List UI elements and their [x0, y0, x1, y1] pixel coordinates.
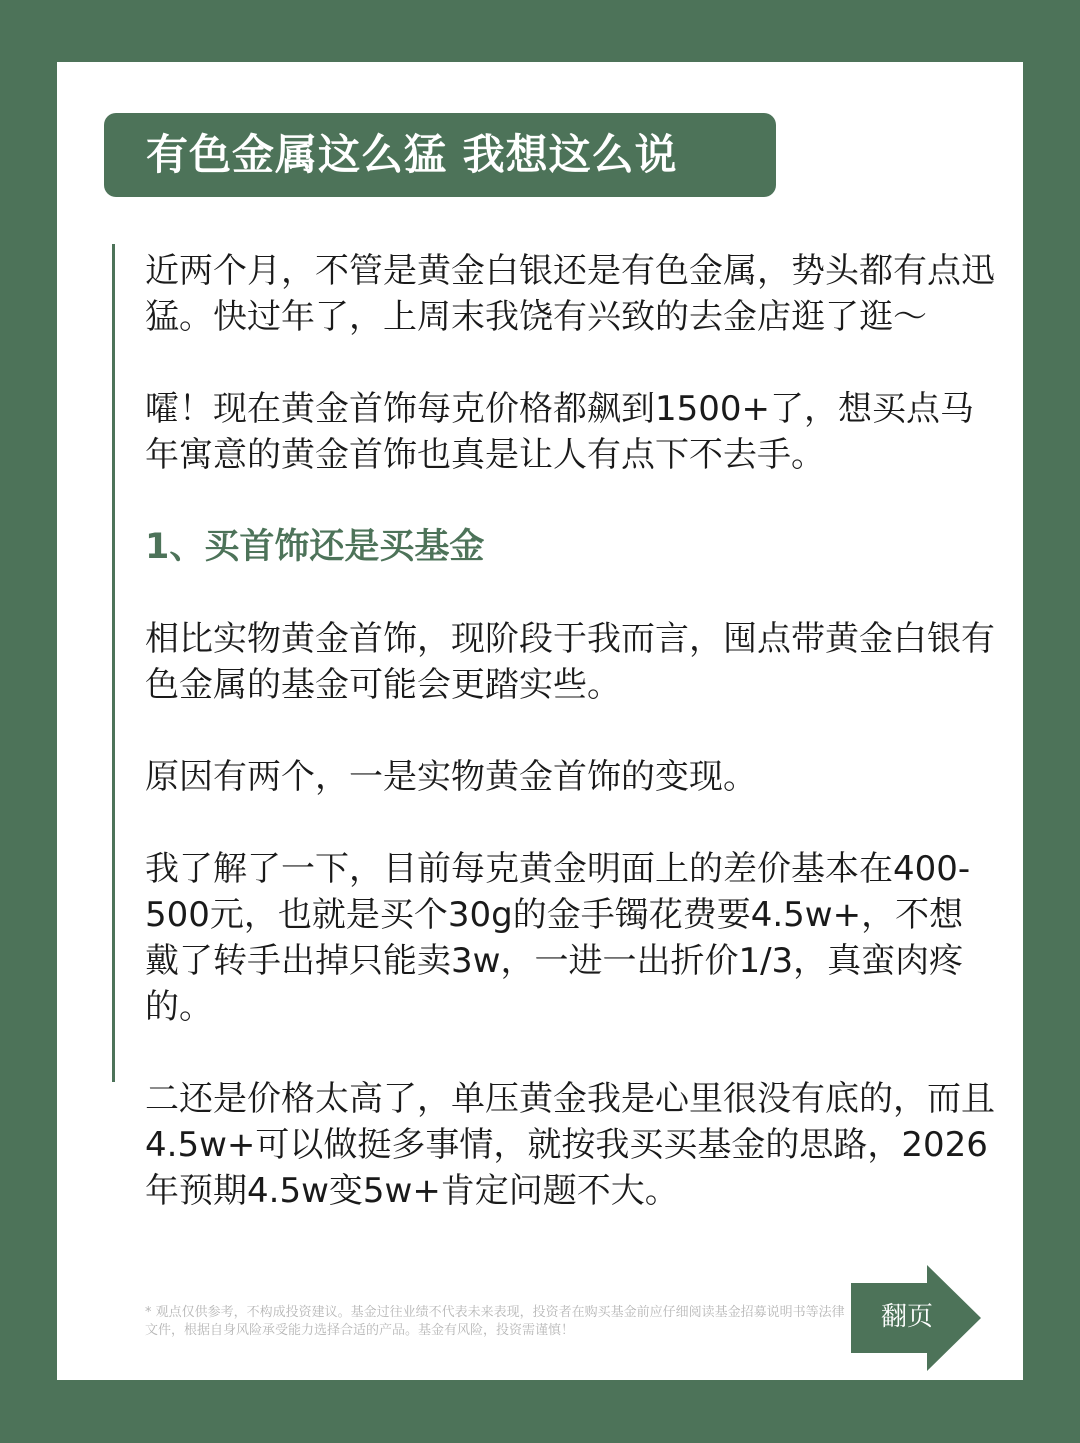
article-body: [145, 248, 995, 1214]
next-page-label: 翻页: [880, 1302, 933, 1332]
disclaimer-text: * 观点仅供参考，不构成投资建议。基金过往业绩不代表未来表现，投资者在购买基金前应仔细阅读基金招募说明书等法律文件，根据自身风险承受能力选择合适的产品。基金有风险，投资需谨慎！: [145, 1305, 845, 1338]
quote-bar: [112, 244, 115, 1082]
paragraph-price-gap: 我了解了一下，目前每克黄金明面上的差价基本在400-500元，也就是买个30g的金手镯花费要4.5w+，不想戴了转手出掉只能卖3w，一进一出折价1/3，真蛮肉疼的。: [145, 849, 971, 1027]
paragraph-reason-two: 二还是价格太高了，单压黄金我是心里很没有底的，而且4.5w+可以做挺多事情，就按我买买基金的思路，2026年预期4.5w变5w+肯定问题不大。: [145, 1079, 995, 1211]
paragraph-reason-one: 原因有两个，一是实物黄金首饰的变现。: [145, 757, 757, 797]
page-title: 有色金属这么猛 我想这么说: [104, 113, 776, 197]
section-heading: 1、买首饰还是买基金: [145, 527, 485, 567]
paragraph-comparison: 相比实物黄金首饰，现阶段于我而言，囤点带黄金白银有色金属的基金可能会更踏实些。: [145, 619, 995, 705]
next-page-button[interactable]: [851, 1265, 981, 1371]
paragraph-intro: 近两个月，不管是黄金白银还是有色金属，势头都有点迅猛。快过年了，上周末我饶有兴致的去金店逛了逛～: [145, 251, 995, 337]
paragraph-price: 嚯！现在黄金首饰每克价格都飙到1500+了，想买点马年寓意的黄金首饰也真是让人有点下不去手。: [145, 389, 975, 475]
